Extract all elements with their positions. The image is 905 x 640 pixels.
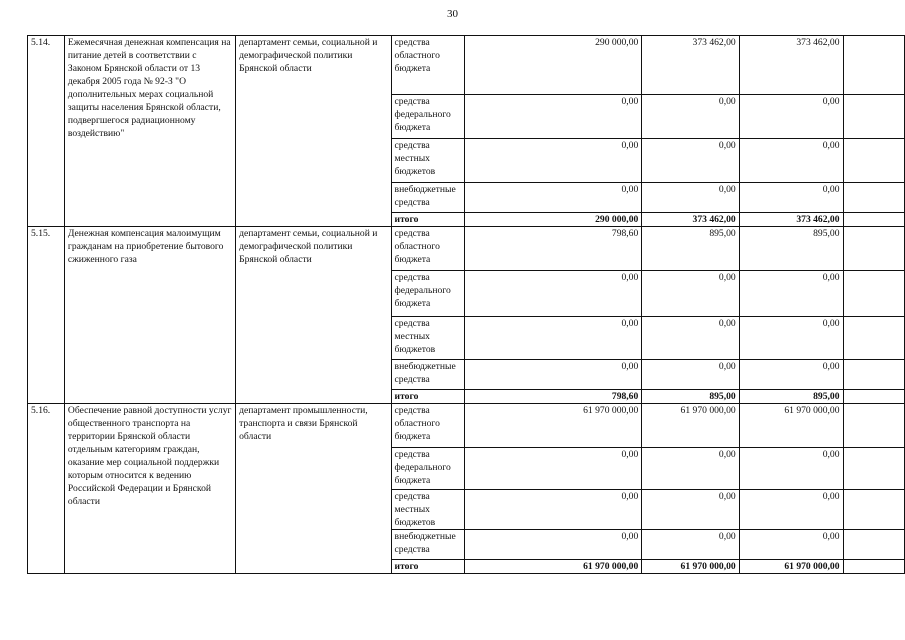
item-description: Денежная компенсация малоимущим гражданам на приобретение бытового сжиженного газа (64, 227, 235, 404)
item-department: департамент семьи, социальной и демографической политики Брянской области (236, 227, 391, 404)
total-value: 290 000,00 (465, 213, 642, 227)
empty-cell (843, 213, 904, 227)
value-cell: 0,00 (642, 183, 739, 213)
value-cell: 895,00 (739, 227, 843, 271)
item-description: Обеспечение равной доступности услуг общественного транспорта на территории Брянской области отдельным категориям граждан, оказание мер социальной поддержки которым относится к ведению Российской Федерации и Брянской области (64, 404, 235, 574)
empty-cell (843, 271, 904, 317)
item-department: департамент промышленности, транспорта и связи Брянской области (236, 404, 391, 574)
value-cell: 373 462,00 (642, 36, 739, 95)
total-value: 373 462,00 (739, 213, 843, 227)
value-cell: 0,00 (465, 139, 642, 183)
item-description: Ежемесячная денежная компенсация на питание детей в соответствии с Законом Брянской области от 13 декабря 2005 года № 92-З "О дополнительных мерах социальной защиты населения Брянской области, подвергшегося радиационному воздействию" (64, 36, 235, 227)
value-cell: 290 000,00 (465, 36, 642, 95)
funding-source: итого (391, 213, 464, 227)
value-cell: 0,00 (642, 271, 739, 317)
value-cell: 0,00 (642, 139, 739, 183)
value-cell: 0,00 (642, 317, 739, 360)
item-number: 5.16. (28, 404, 65, 574)
total-value: 61 970 000,00 (642, 560, 739, 574)
total-value: 61 970 000,00 (465, 560, 642, 574)
value-cell: 0,00 (642, 95, 739, 139)
value-cell: 0,00 (739, 183, 843, 213)
table-row (28, 227, 905, 271)
empty-cell (843, 139, 904, 183)
page-number: 30 (447, 8, 458, 20)
funding-source: средства федерального бюджета (391, 95, 464, 139)
total-value: 798,60 (465, 390, 642, 404)
value-cell: 373 462,00 (739, 36, 843, 95)
value-cell: 0,00 (642, 530, 739, 560)
total-value: 373 462,00 (642, 213, 739, 227)
empty-cell (843, 36, 904, 95)
empty-cell (843, 490, 904, 530)
value-cell: 0,00 (465, 448, 642, 490)
value-cell: 0,00 (642, 490, 739, 530)
empty-cell (843, 227, 904, 271)
budget-table (27, 35, 905, 574)
value-cell: 0,00 (739, 271, 843, 317)
total-value: 895,00 (739, 390, 843, 404)
value-cell: 0,00 (465, 317, 642, 360)
value-cell: 0,00 (465, 360, 642, 390)
item-number: 5.15. (28, 227, 65, 404)
funding-source: внебюджетные средства (391, 360, 464, 390)
empty-cell (843, 448, 904, 490)
value-cell: 895,00 (642, 227, 739, 271)
value-cell: 0,00 (739, 317, 843, 360)
value-cell: 0,00 (739, 360, 843, 390)
value-cell: 798,60 (465, 227, 642, 271)
empty-cell (843, 317, 904, 360)
funding-source: средства областного бюджета (391, 404, 464, 448)
value-cell: 0,00 (739, 490, 843, 530)
value-cell: 0,00 (739, 448, 843, 490)
empty-cell (843, 390, 904, 404)
value-cell: 61 970 000,00 (465, 404, 642, 448)
value-cell: 0,00 (465, 271, 642, 317)
value-cell: 0,00 (739, 139, 843, 183)
empty-cell (843, 183, 904, 213)
funding-source: средства местных бюджетов (391, 490, 464, 530)
value-cell: 0,00 (465, 183, 642, 213)
empty-cell (843, 530, 904, 560)
funding-source: внебюджетные средства (391, 183, 464, 213)
funding-source: средства федерального бюджета (391, 448, 464, 490)
table-row (28, 36, 905, 95)
total-value: 61 970 000,00 (739, 560, 843, 574)
funding-source: средства областного бюджета (391, 36, 464, 95)
value-cell: 0,00 (465, 490, 642, 530)
value-cell: 0,00 (465, 530, 642, 560)
funding-source: итого (391, 390, 464, 404)
item-department: департамент семьи, социальной и демографической политики Брянской области (236, 36, 391, 227)
empty-cell (843, 360, 904, 390)
funding-source: средства местных бюджетов (391, 317, 464, 360)
value-cell: 0,00 (739, 530, 843, 560)
value-cell: 0,00 (739, 95, 843, 139)
funding-source: средства областного бюджета (391, 227, 464, 271)
value-cell: 61 970 000,00 (739, 404, 843, 448)
funding-source: средства федерального бюджета (391, 271, 464, 317)
total-value: 895,00 (642, 390, 739, 404)
empty-cell (843, 95, 904, 139)
funding-source: средства местных бюджетов (391, 139, 464, 183)
value-cell: 0,00 (465, 95, 642, 139)
item-number: 5.14. (28, 36, 65, 227)
empty-cell (843, 560, 904, 574)
empty-cell (843, 404, 904, 448)
value-cell: 61 970 000,00 (642, 404, 739, 448)
value-cell: 0,00 (642, 448, 739, 490)
value-cell: 0,00 (642, 360, 739, 390)
table-row (28, 404, 905, 448)
funding-source: внебюджетные средства (391, 530, 464, 560)
funding-source: итого (391, 560, 464, 574)
